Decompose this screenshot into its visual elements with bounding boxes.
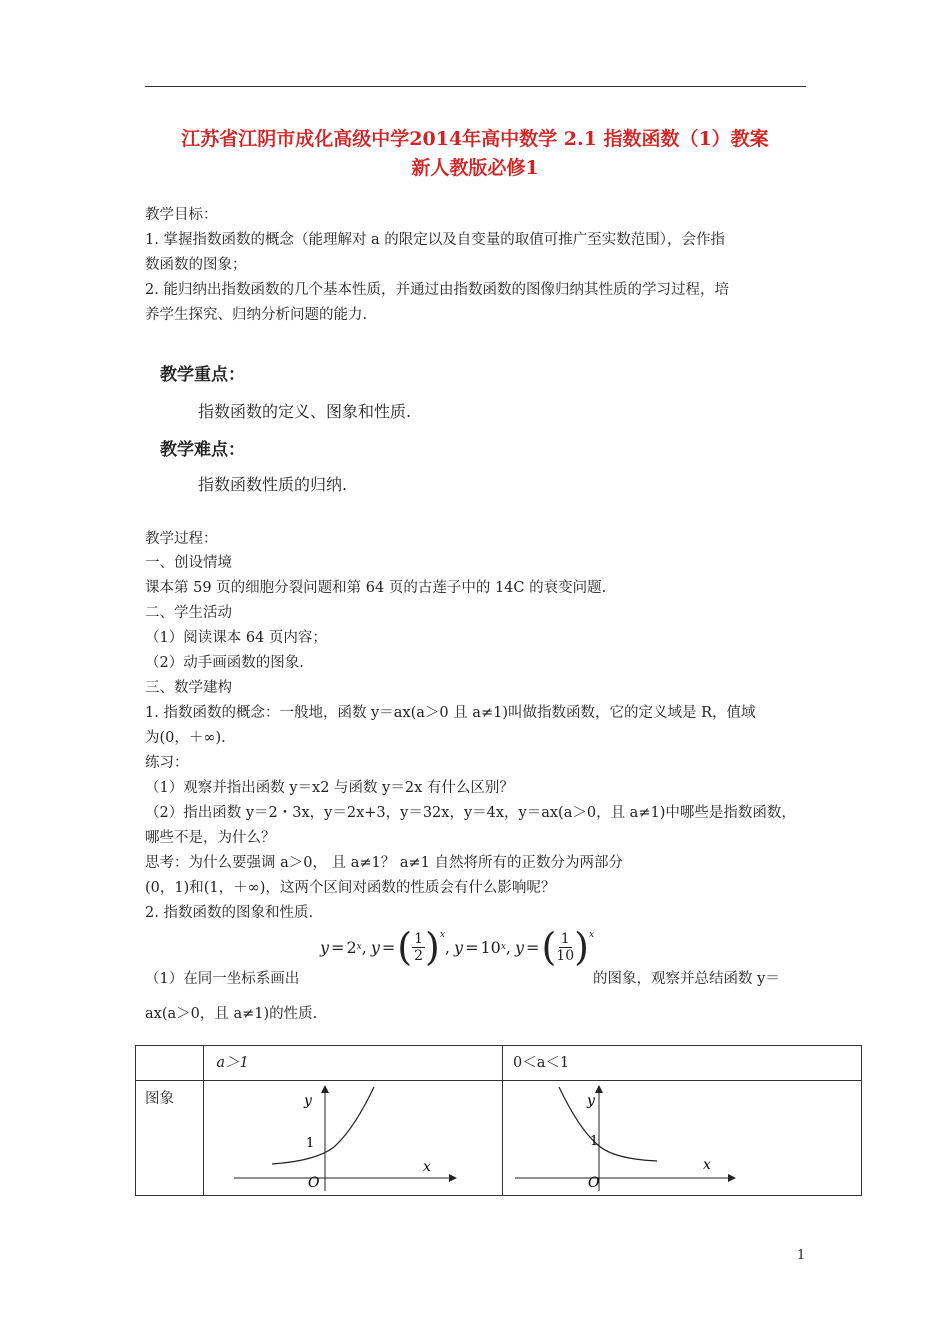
y-intercept-label: 1: [590, 1134, 599, 1149]
eq-exp-2: x: [439, 930, 445, 940]
goals-label: 教学目标：: [145, 207, 218, 223]
eq-comma-1: ,: [361, 937, 367, 957]
draw-instruction-a: （1）在同一坐标系画出: [145, 971, 300, 987]
definition-line-a: 1. 指数函数的概念：一般地，函数 y＝ax(a＞0 且 a≠1)叫做指数函数，它的定义域是 R，值域: [145, 705, 756, 721]
y-axis-arrow-icon: [595, 1085, 603, 1093]
eq-den-2: 2: [414, 947, 424, 964]
x-axis-label: x: [423, 1159, 432, 1175]
origin-label: O: [588, 1175, 600, 1191]
eq-equals-1: =: [331, 937, 345, 957]
eq-exp-4: x: [588, 930, 595, 940]
growth-graph: [204, 1081, 492, 1191]
eq-base-10: 10: [480, 937, 501, 957]
y-axis-arrow-icon: [321, 1085, 329, 1093]
growth-curve: [272, 1087, 374, 1164]
function-equations: [320, 925, 595, 969]
section-3-item-2: 2. 指数函数的图象和性质.: [145, 905, 314, 921]
section-2-item-1: （1）阅读课本 64 页内容；: [145, 630, 327, 646]
document-title-line2: 新人教版必修1: [411, 157, 539, 179]
practice-item-1: （1）观察并指出函数 y＝x2 与函数 y＝2x 有什么区别？: [145, 780, 514, 796]
practice-item-2-line-a: （2）指出函数 y＝2・3x，y＝2x+3，y＝32x，y＝4x，y＝ax(a＞0，且 a≠1)中哪些是指数函数，: [145, 805, 796, 821]
decay-graph: [503, 1081, 861, 1191]
eq-equals-2: =: [381, 937, 396, 957]
key-points-heading: 教学重点：: [160, 365, 245, 385]
graph-cell-decay: [503, 1081, 862, 1196]
section-3-heading: 三、数学建构: [145, 680, 232, 696]
goal-1-line-a: 1. 掌握指数函数的概念（能理解对 a 的限定以及自变量的取值可推广至实数范围），会作指: [145, 232, 726, 248]
graph-table: [135, 1045, 862, 1196]
eq-fraction-half: ( $\frac{1}{2}$ ): [397, 925, 440, 969]
practice-item-2-line-b: 哪些不是，为什么？: [145, 830, 276, 846]
process-label: 教学过程：: [145, 531, 218, 547]
page-number: 1: [797, 1248, 806, 1263]
x-axis-label: x: [703, 1157, 711, 1173]
think-line-b: (0，1)和(1，＋∞)，这两个区间对函数的性质会有什么影响呢？: [145, 880, 556, 896]
draw-instruction-b: 的图象，观察并总结函数 y＝: [593, 971, 780, 987]
section-1-heading: 一、创设情境: [145, 555, 232, 571]
practice-label: 练习：: [145, 755, 189, 771]
eq-num-1: 1: [414, 930, 424, 947]
eq-base-2: 2: [346, 937, 357, 957]
table-corner-cell: [136, 1046, 204, 1081]
eq-y-3: y: [454, 937, 464, 957]
section-2-item-2: （2）动手画函数的图象.: [145, 655, 304, 671]
graph-cell-growth: [204, 1081, 503, 1196]
difficulty-heading: 教学难点：: [160, 440, 245, 460]
eq-num-2: 1: [560, 930, 570, 947]
eq-y-4: y: [515, 937, 525, 957]
origin-label: O: [308, 1175, 320, 1191]
table-header-a-gt-1: a＞1: [204, 1046, 503, 1081]
eq-y-2: y: [370, 937, 380, 957]
y-axis-label: y: [304, 1093, 313, 1109]
eq-exp-1: x: [356, 942, 362, 952]
eq-fraction-tenth: ( $\frac{1}{10}$ ): [541, 925, 589, 969]
difficulty-text: 指数函数性质的归纳.: [198, 475, 348, 494]
eq-den-10: 10: [556, 947, 575, 964]
eq-comma-3: ,: [505, 937, 511, 957]
document-title-line1: 江苏省江阴市成化高级中学2014年高中数学 2.1 指数函数（1）教案: [181, 128, 769, 150]
y-axis-label: y: [587, 1093, 595, 1109]
think-line-a: 思考：为什么要强调 a＞0， 且 a≠1？ a≠1 自然将所有的正数分为两部分: [145, 855, 623, 871]
goal-1-line-b: 数函数的图象；: [145, 257, 247, 273]
x-axis-arrow-icon: [449, 1174, 457, 1182]
eq-equals-4: =: [526, 937, 540, 957]
goal-2-line-a: 2. 能归纳出指数函数的几个基本性质，并通过由指数函数的图像归纳其性质的学习过程，培: [145, 282, 729, 298]
eq-equals-3: =: [465, 937, 479, 957]
draw-instruction-c: ax(a＞0，且 a≠1)的性质.: [145, 1006, 318, 1022]
key-points-text: 指数函数的定义、图象和性质.: [198, 402, 412, 421]
x-axis-arrow-icon: [728, 1174, 736, 1182]
eq-exp-3: x: [500, 942, 506, 952]
table-header-a-lt-1: 0＜a＜1: [503, 1046, 862, 1081]
section-2-heading: 二、学生活动: [145, 605, 232, 621]
decay-curve: [559, 1087, 657, 1161]
eq-y-1: y: [320, 937, 330, 957]
header-rule: [145, 86, 806, 87]
table-row-label: 图象: [136, 1081, 204, 1196]
goal-2-line-b: 养学生探究、归纳分析问题的能力.: [145, 307, 368, 323]
definition-line-b: 为(0，＋∞).: [145, 730, 226, 746]
y-intercept-label: 1: [306, 1136, 315, 1151]
section-1-text: 课本第 59 页的细胞分裂问题和第 64 页的古莲子中的 14C 的衰变问题.: [145, 580, 607, 596]
eq-comma-2: ,: [444, 937, 451, 957]
